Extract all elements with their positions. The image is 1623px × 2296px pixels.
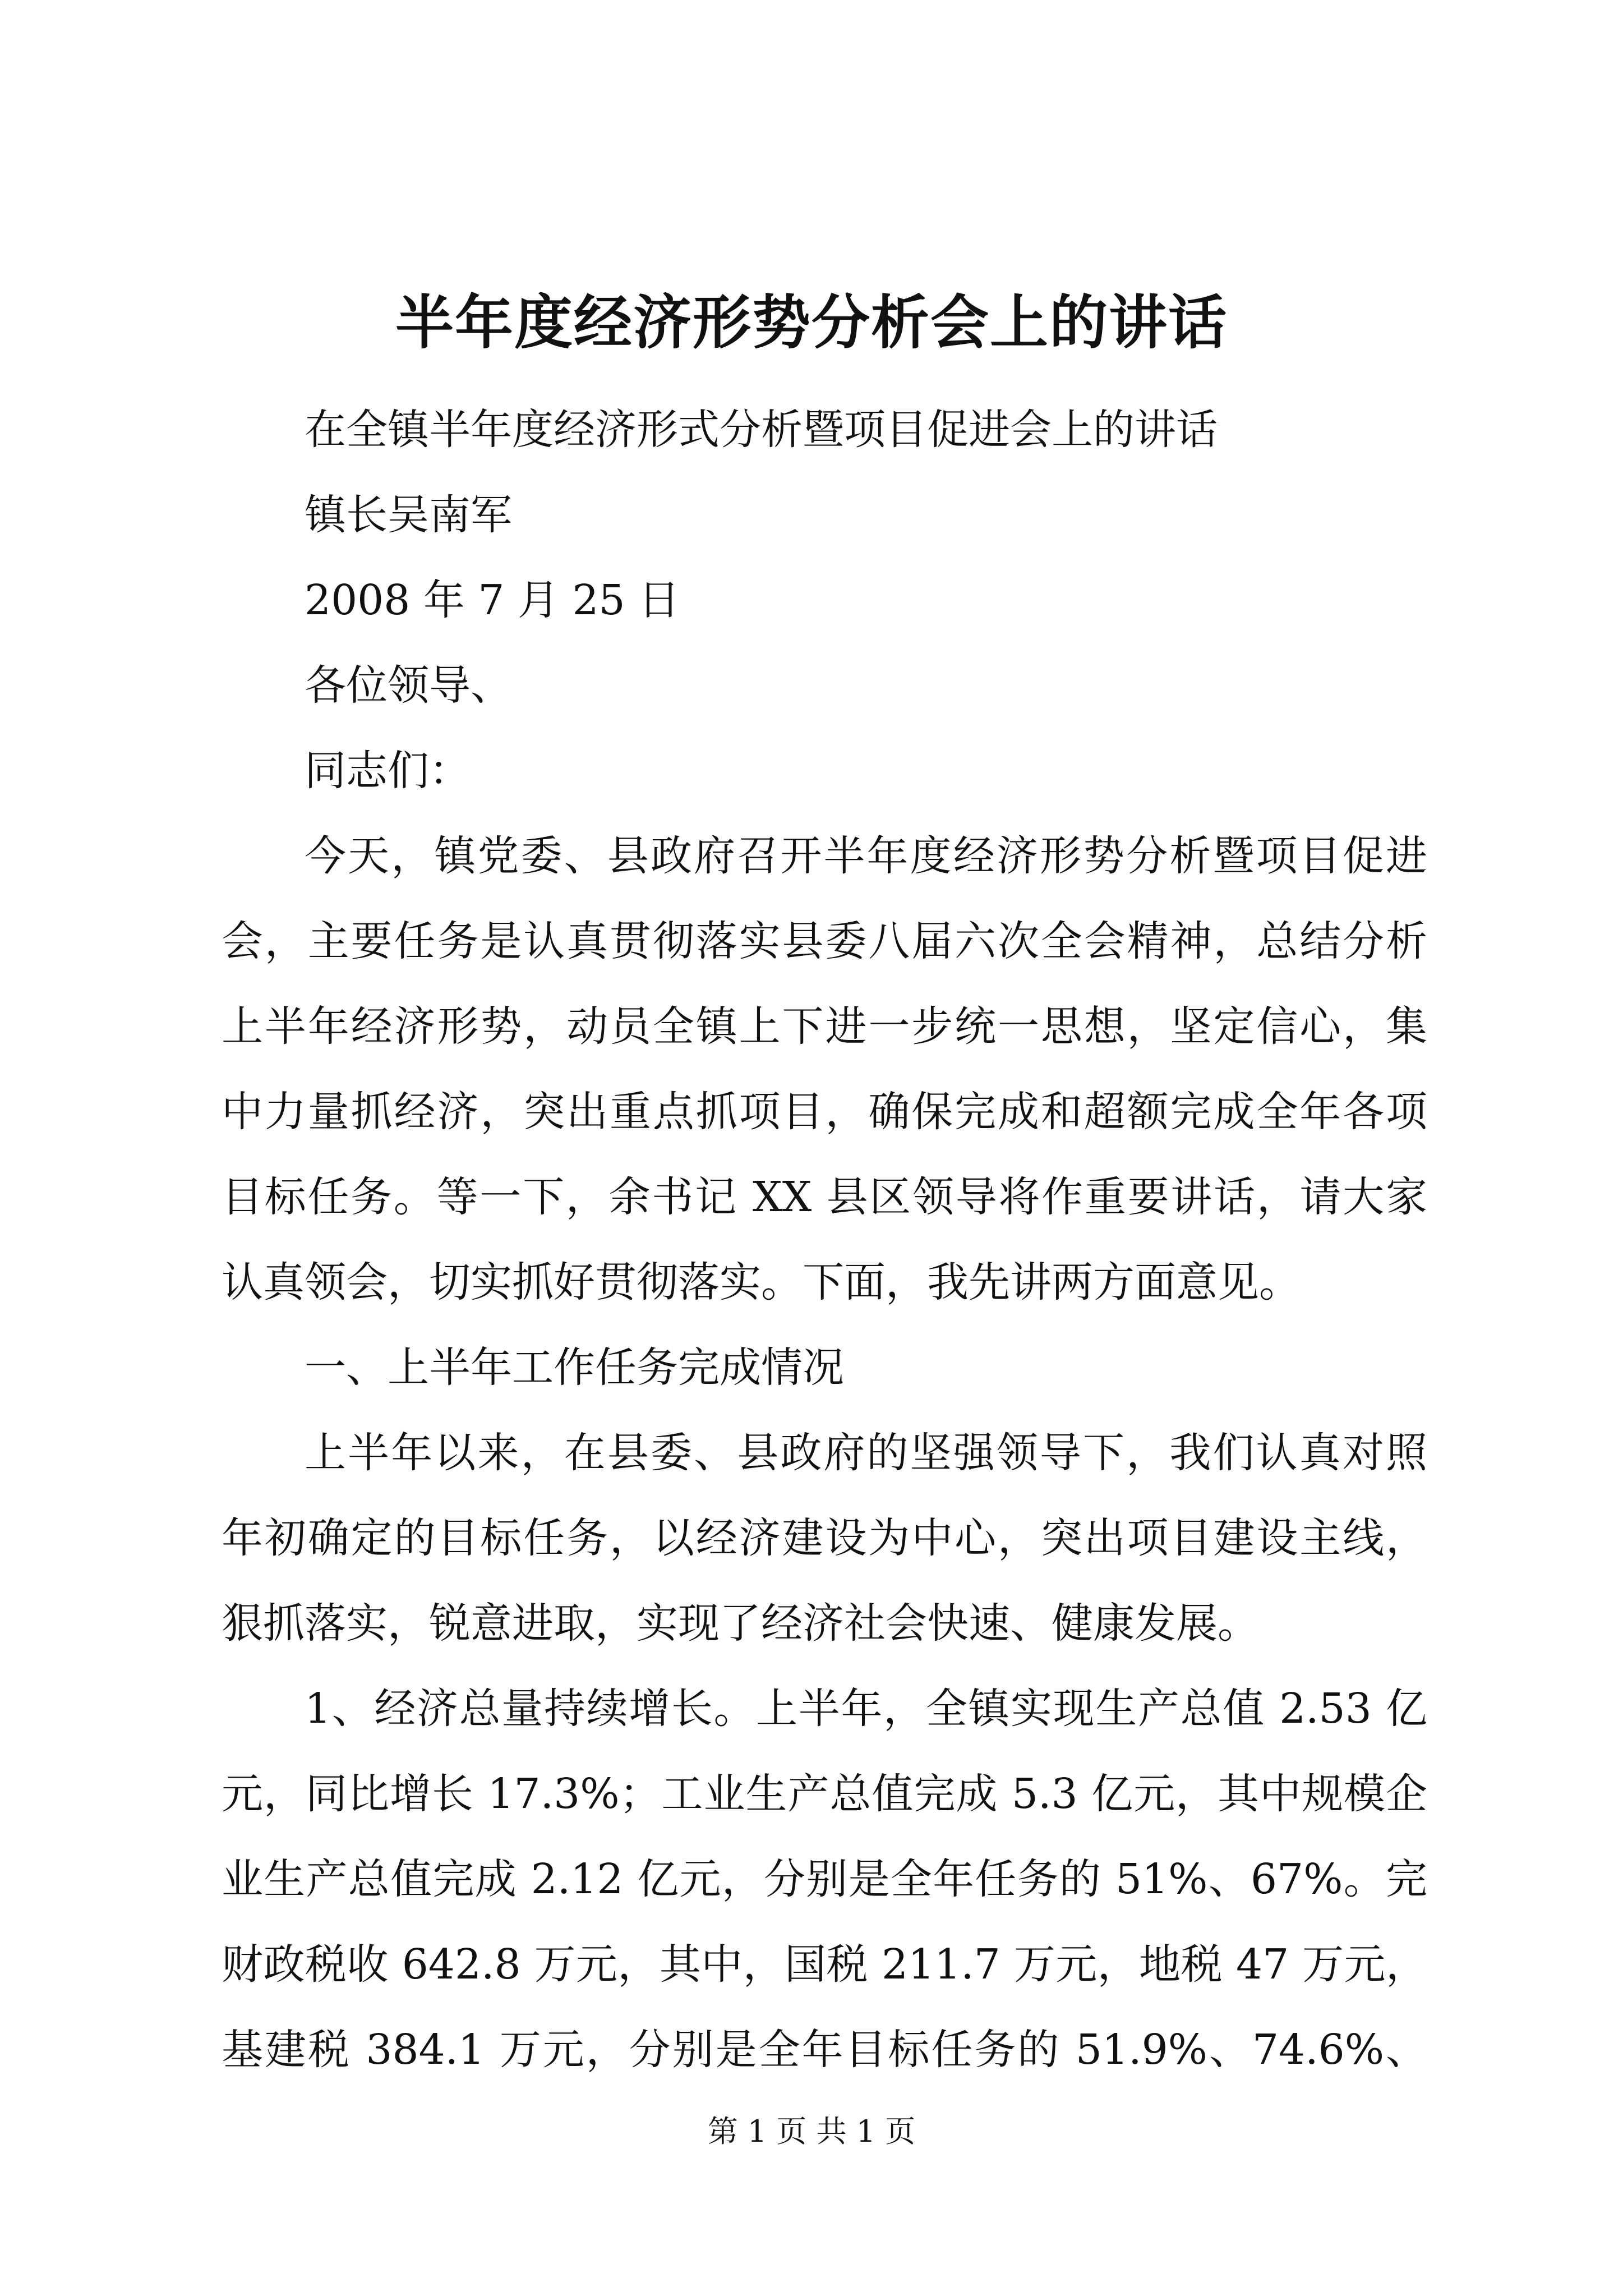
page-footer: 第 1 页 共 1 页 — [707, 2114, 916, 2149]
text-line: 目标任务。等一下，余书记 XX 县区领导将作重要讲话，请大家 — [222, 1173, 1427, 1221]
text-line: 今天，镇党委、县政府召开半年度经济形势分析暨项目促进 — [305, 832, 1427, 880]
text-line: 基建税 384.1 万元，分别是全年目标任务的 51.9%、74.6%、 — [222, 2026, 1427, 2074]
text-line: 同志们： — [305, 747, 471, 795]
text-line: 元，同比增长 17.3%；工业生产总值完成 5.3 亿元，其中规模企 — [222, 1770, 1427, 1818]
text-line: 业生产总值完成 2.12 亿元，分别是全年任务的 51%、67%。完 — [222, 1855, 1427, 1903]
text-line: 狠抓落实，锐意进取，实现了经济社会快速、健康发展。 — [222, 1599, 1259, 1648]
text-line: 认真领会，切实抓好贯彻落实。下面，我先讲两方面意见。 — [222, 1258, 1301, 1306]
text-line: 在全镇半年度经济形式分析暨项目促进会上的讲话 — [305, 406, 1218, 454]
text-line: 2008 年 7 月 25 日 — [305, 576, 680, 624]
text-line: 中力量抓经济，突出重点抓项目，确保完成和超额完成全年各项 — [222, 1088, 1427, 1136]
text-line: 一、上半年工作任务完成情况 — [305, 1343, 844, 1392]
text-line: 年初确定的目标任务，以经济建设为中心，突出项目建设主线， — [222, 1514, 1427, 1562]
text-line: 上半年以来，在县委、县政府的坚强领导下，我们认真对照 — [305, 1429, 1427, 1477]
document-title: 半年度经济形势分析会上的讲话 — [395, 288, 1228, 357]
text-line: 财政税收 642.8 万元，其中，国税 211.7 万元，地税 47 万元， — [222, 1940, 1427, 1989]
text-line: 镇长吴南军 — [305, 491, 512, 539]
document-body — [222, 387, 1427, 2092]
text-line: 各位领导、 — [305, 661, 512, 710]
text-line: 上半年经济形势，动员全镇上下进一步统一思想，坚定信心，集 — [222, 1002, 1427, 1051]
text-line: 1、经济总量持续增长。上半年，全镇实现生产总值 2.53 亿 — [305, 1685, 1427, 1733]
text-line: 会，主要任务是认真贯彻落实县委八届六次全会精神，总结分析 — [222, 917, 1427, 965]
